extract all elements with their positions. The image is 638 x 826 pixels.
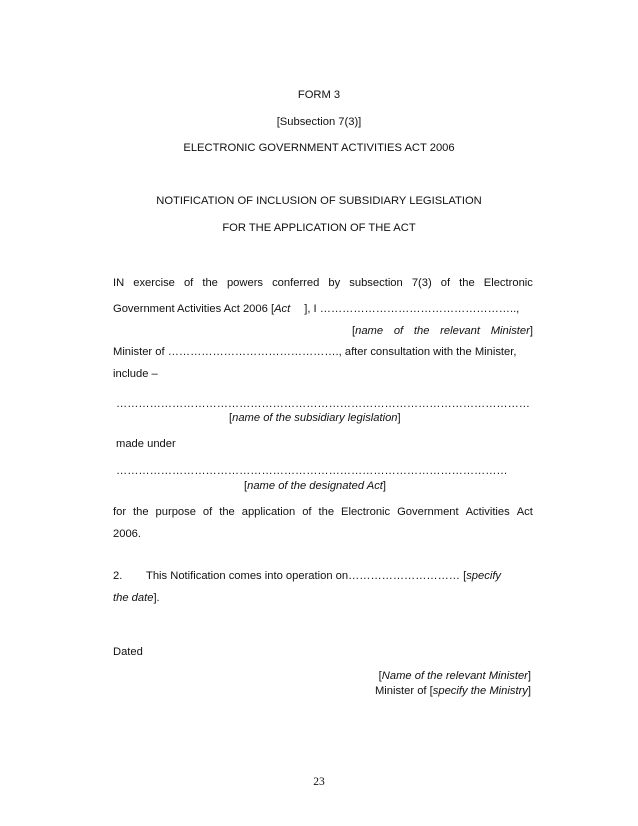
word: Minister — [490, 325, 530, 337]
word: Electronic — [483, 277, 533, 289]
legislation-blank: ………………………………………………………………………………………………… — [116, 398, 530, 410]
designated-act-note: [name of the designated Act] — [244, 480, 387, 492]
text: ], I …………………………………………….., — [304, 303, 520, 315]
word: the — [459, 277, 475, 289]
word: of — [393, 325, 404, 337]
paragraph-3-line-1: This Notification comes into operation on………………………… [specify — [146, 570, 502, 582]
legislation-note: [name of the subsidiary legislation] — [229, 412, 401, 424]
paragraph-2-line-1 — [113, 505, 533, 519]
word: Activities — [465, 506, 510, 518]
word: for — [113, 506, 127, 518]
text: Government Activities Act 2006 [ — [113, 303, 275, 315]
dated-label: Dated — [113, 646, 143, 658]
word: the — [318, 506, 335, 518]
word: exercise — [133, 277, 175, 289]
word: IN — [113, 277, 125, 289]
word: subsection — [349, 277, 403, 289]
word: the — [219, 506, 235, 518]
word: of — [202, 506, 213, 518]
notice-title-line-2: FOR THE APPLICATION OF THE ACT — [222, 222, 416, 234]
word: by — [328, 277, 341, 289]
word: powers — [226, 277, 264, 289]
word: of — [440, 277, 451, 289]
word: Electronic — [341, 506, 391, 518]
page-number: 23 — [313, 776, 325, 788]
word: relevant — [440, 325, 480, 337]
word: Government — [397, 506, 459, 518]
signature-ministry: Minister of [specify the Ministry] — [374, 685, 531, 697]
word: the — [133, 506, 149, 518]
paragraph-3-number: 2. — [113, 570, 123, 582]
word: Act — [516, 506, 533, 518]
word: the — [413, 325, 430, 337]
word: purpose — [155, 506, 196, 518]
act-title: ELECTRONIC GOVERNMENT ACTIVITIES ACT 2006 — [183, 142, 455, 154]
word: the — [202, 277, 218, 289]
word: name — [355, 325, 384, 337]
paragraph-3-line-2: the date]. — [113, 592, 160, 604]
paragraph-1-line-3: Minister of ………………………………………., after consultation with the Minister, — [113, 346, 517, 358]
made-under: made under — [116, 438, 176, 450]
word: conferred — [272, 277, 320, 289]
signature-name-note: [Name of the relevant Minister] — [378, 670, 531, 682]
form-number: FORM 3 — [297, 89, 341, 101]
minister-name-note: [name of the relevant Minister] — [352, 325, 533, 337]
paragraph-1-line-1 — [113, 276, 533, 290]
paragraph-1-line-2 — [113, 302, 519, 316]
word: application — [241, 506, 296, 518]
word: of — [302, 506, 312, 518]
paragraph-2-line-2: 2006. — [113, 528, 141, 540]
paragraph-1-line-4: include – — [113, 368, 158, 380]
subsection-reference: [Subsection 7(3)] — [276, 116, 362, 128]
word: 7(3) — [411, 277, 432, 289]
notice-title-line-1: NOTIFICATION OF INCLUSION OF SUBSIDIARY LEGISLATION — [156, 195, 482, 207]
designated-act-blank: …………………………………………………………………………………………… — [116, 465, 508, 477]
word: of — [183, 277, 194, 289]
act-placeholder: Act — [274, 303, 291, 315]
